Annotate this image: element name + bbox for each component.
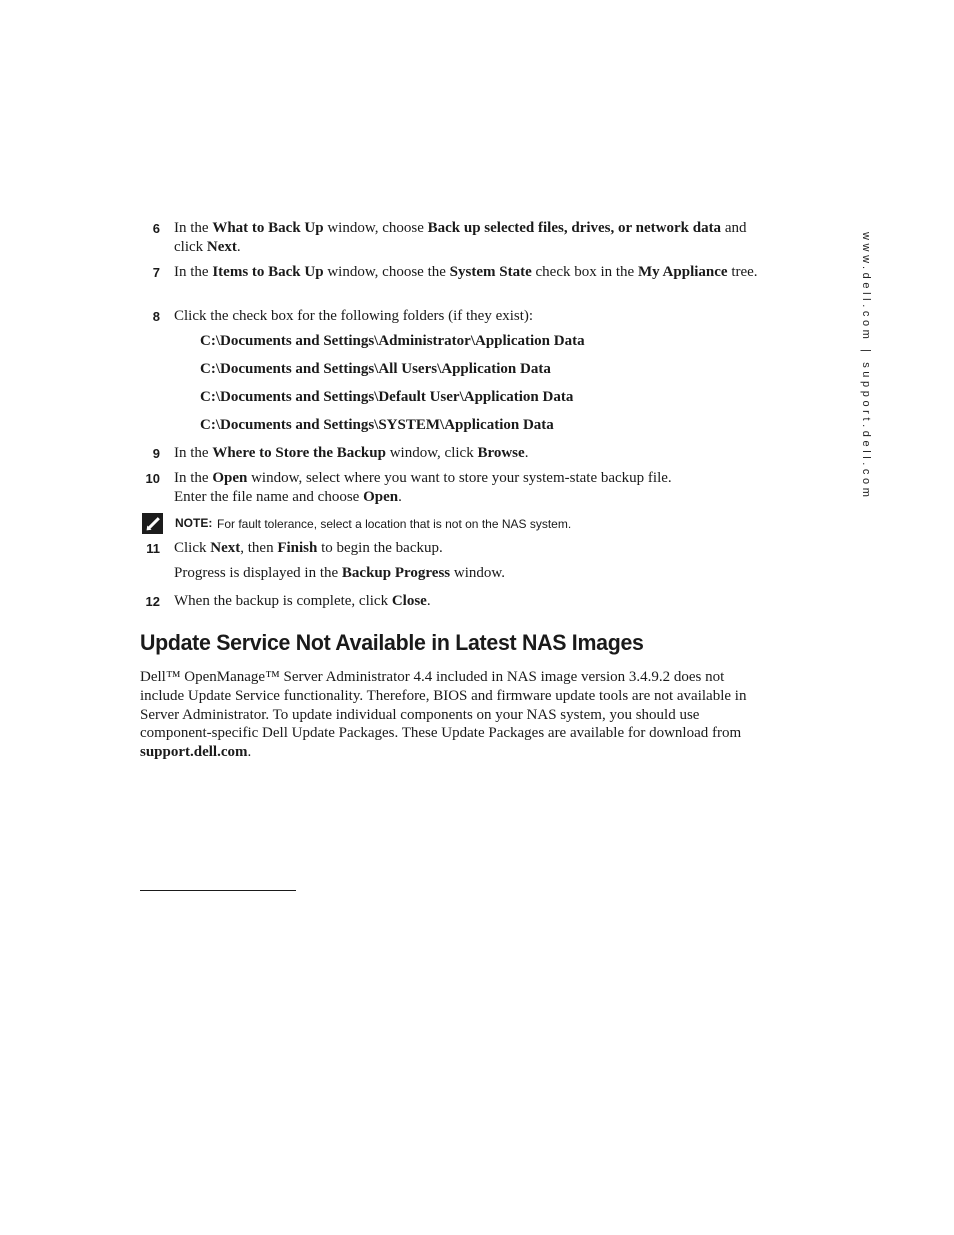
- folder-path: C:\Documents and Settings\All Users\Application Data: [200, 361, 551, 377]
- step-number: 10: [145, 471, 160, 486]
- note-label: NOTE:: [175, 516, 213, 530]
- note-text: For fault tolerance, select a location that is not on the NAS system.: [217, 517, 572, 531]
- folder-path: C:\Documents and Settings\Administrator\Application Data: [200, 333, 585, 349]
- step-number: 9: [152, 446, 160, 461]
- step-number: 12: [145, 594, 160, 609]
- step-number: 6: [152, 221, 160, 236]
- footnote-rule: [140, 890, 296, 891]
- section-heading: Update Service Not Available in Latest NAS Images: [140, 630, 644, 655]
- section-paragraph: Dell™ OpenManage™ Server Administrator 4.4 included in NAS image version 3.4.9.2 does not include Update Service functionality. Therefore, BIOS and firmware update tools are not available in Server Administrator. To update individual components on your NAS system, you should use component-specific Dell Update Packages. These Update Packages are available for download from support.dell.com.: [140, 669, 747, 761]
- folder-path: C:\Documents and Settings\SYSTEM\Application Data: [200, 417, 554, 433]
- note-box: [142, 513, 762, 537]
- step-text: In the Where to Store the Backup window, click Browse.: [174, 445, 529, 461]
- folder-path: C:\Documents and Settings\Default User\Application Data: [200, 389, 574, 405]
- progress-note: Progress is displayed in the Backup Progress window.: [174, 565, 505, 581]
- step-text: Click Next, then Finish to begin the backup.: [174, 540, 443, 556]
- note-pencil-icon: [142, 513, 163, 534]
- step-text: In the Items to Back Up window, choose the System State check box in the My Appliance tree.: [174, 264, 758, 280]
- step-number: 7: [152, 265, 160, 280]
- step-text: In the Open window, select where you want to store your system-state backup file. Enter the file name and choose Open.: [174, 470, 672, 505]
- step-text: When the backup is complete, click Close.: [174, 593, 431, 609]
- step-number: 8: [152, 309, 160, 324]
- step-number: 11: [146, 541, 160, 556]
- side-url: www.dell.com | support.dell.com: [860, 232, 872, 501]
- step-text: Click the check box for the following folders (if they exist):: [174, 308, 534, 324]
- step-text: In the What to Back Up window, choose Back up selected files, drives, or network data and click Next.: [174, 220, 747, 255]
